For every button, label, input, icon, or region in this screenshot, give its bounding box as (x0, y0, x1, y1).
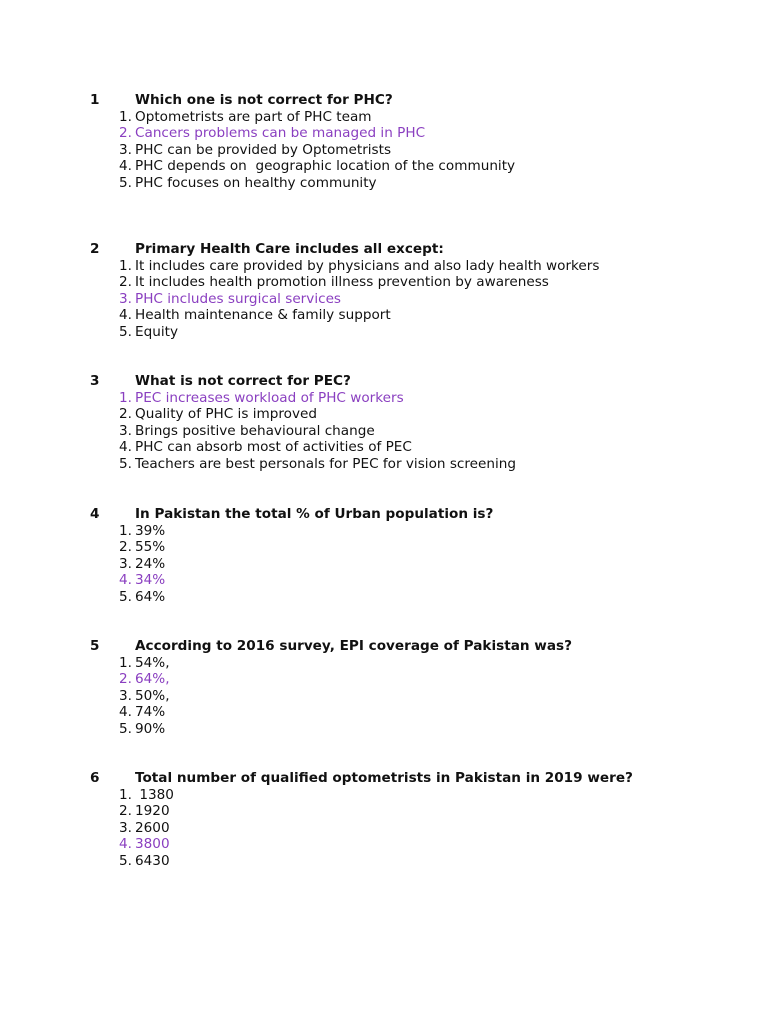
option-text: It includes care provided by physicians and also lady health workers (135, 257, 600, 274)
option-number: 5. (119, 174, 132, 191)
option-number: 1. (119, 257, 132, 274)
option-text: PHC focuses on healthy community (135, 174, 377, 191)
option-text: 54%, (135, 654, 170, 671)
option-item (0, 820, 768, 837)
option-text: Health maintenance & family support (135, 307, 391, 324)
option-number: 3. (119, 687, 132, 704)
question-number: 3 (90, 373, 100, 389)
question-heading (0, 373, 768, 390)
option-text: Quality of PHC is improved (135, 406, 318, 423)
question-heading (0, 241, 768, 258)
question-5 (0, 638, 768, 738)
option-number: 2. (119, 539, 132, 556)
option-text: 6430 (135, 852, 170, 869)
question-text: What is not correct for PEC? (135, 373, 351, 389)
option-text: PHC includes surgical services (135, 290, 342, 307)
option-item (0, 539, 768, 556)
option-text: Cancers problems can be managed in PHC (135, 125, 426, 142)
option-item-correct (0, 125, 768, 142)
question-heading (0, 770, 768, 787)
option-number: 3. (119, 819, 132, 836)
option-number: 3. (119, 555, 132, 572)
question-number: 4 (90, 506, 100, 522)
option-text: 2600 (135, 819, 170, 836)
question-number: 2 (90, 241, 100, 257)
option-number: 4. (119, 704, 132, 721)
option-number: 2. (119, 671, 132, 688)
option-item (0, 803, 768, 820)
option-number: 5. (119, 852, 132, 869)
question-number: 6 (90, 770, 100, 786)
option-number: 1. (119, 389, 132, 406)
option-number: 4. (119, 307, 132, 324)
option-number: 5. (119, 455, 132, 472)
option-item (0, 655, 768, 672)
option-text: 74% (135, 704, 166, 721)
question-number: 5 (90, 638, 100, 654)
question-text: According to 2016 survey, EPI coverage of Pakistan was? (135, 638, 573, 654)
question-text: Which one is not correct for PHC? (135, 92, 393, 108)
question-text: In Pakistan the total % of Urban population is? (135, 506, 494, 522)
option-item (0, 175, 768, 192)
option-item (0, 158, 768, 175)
option-item (0, 307, 768, 324)
option-text: PHC can be provided by Optometrists (135, 141, 392, 158)
option-number: 2. (119, 274, 132, 291)
question-2 (0, 241, 768, 341)
option-item (0, 274, 768, 291)
option-text: 64%, (135, 671, 170, 688)
option-text: Optometrists are part of PHC team (135, 108, 372, 125)
question-text: Primary Health Care includes all except: (135, 241, 444, 257)
option-text: 1920 (135, 803, 170, 820)
option-item-correct (0, 291, 768, 308)
option-number: 4. (119, 158, 132, 175)
question-3 (0, 373, 768, 473)
option-number: 5. (119, 323, 132, 340)
option-number: 4. (119, 836, 132, 853)
option-item (0, 688, 768, 705)
option-item (0, 324, 768, 341)
question-number: 1 (90, 92, 100, 108)
option-item (0, 423, 768, 440)
question-4 (0, 506, 768, 606)
option-number: 2. (119, 803, 132, 820)
option-number: 1. (119, 654, 132, 671)
option-text: 39% (135, 522, 166, 539)
option-text: PEC increases workload of PHC workers (135, 389, 404, 406)
question-heading (0, 92, 768, 109)
question-heading (0, 638, 768, 655)
option-item (0, 787, 768, 804)
option-item (0, 556, 768, 573)
option-text: 90% (135, 720, 166, 737)
option-number: 5. (119, 588, 132, 605)
question-1 (0, 92, 768, 192)
question-6 (0, 770, 768, 870)
option-item (0, 589, 768, 606)
option-text: Equity (135, 323, 178, 340)
question-text: Total number of qualified optometrists in Pakistan in 2019 were? (135, 770, 633, 786)
option-number: 2. (119, 125, 132, 142)
question-heading (0, 506, 768, 523)
option-item (0, 439, 768, 456)
option-number: 3. (119, 422, 132, 439)
option-number: 4. (119, 572, 132, 589)
option-text: 64% (135, 588, 166, 605)
option-text: 55% (135, 539, 166, 556)
option-item (0, 109, 768, 126)
option-item-correct (0, 572, 768, 589)
option-item (0, 258, 768, 275)
option-text: It includes health promotion illness prevention by awareness (135, 274, 549, 291)
option-number: 3. (119, 141, 132, 158)
option-text: Teachers are best personals for PEC for vision screening (135, 455, 517, 472)
option-item (0, 523, 768, 540)
option-item (0, 853, 768, 870)
option-number: 1. (119, 522, 132, 539)
option-text: PHC can absorb most of activities of PEC (135, 439, 412, 456)
option-text: Brings positive behavioural change (135, 422, 375, 439)
option-item (0, 721, 768, 738)
option-text: 50%, (135, 687, 170, 704)
option-number: 1. (119, 786, 132, 803)
option-item-correct (0, 671, 768, 688)
option-number: 5. (119, 720, 132, 737)
option-text: 24% (135, 555, 166, 572)
option-number: 2. (119, 406, 132, 423)
option-item (0, 456, 768, 473)
option-text: 34% (135, 572, 166, 589)
option-item-correct (0, 390, 768, 407)
option-item (0, 406, 768, 423)
option-number: 3. (119, 290, 132, 307)
option-number: 4. (119, 439, 132, 456)
option-item (0, 704, 768, 721)
option-number: 1. (119, 108, 132, 125)
option-text: 1380 (135, 786, 174, 803)
option-item-correct (0, 836, 768, 853)
option-item (0, 142, 768, 159)
option-text: 3800 (135, 836, 170, 853)
option-text: PHC depends on geographic location of the community (135, 158, 516, 175)
